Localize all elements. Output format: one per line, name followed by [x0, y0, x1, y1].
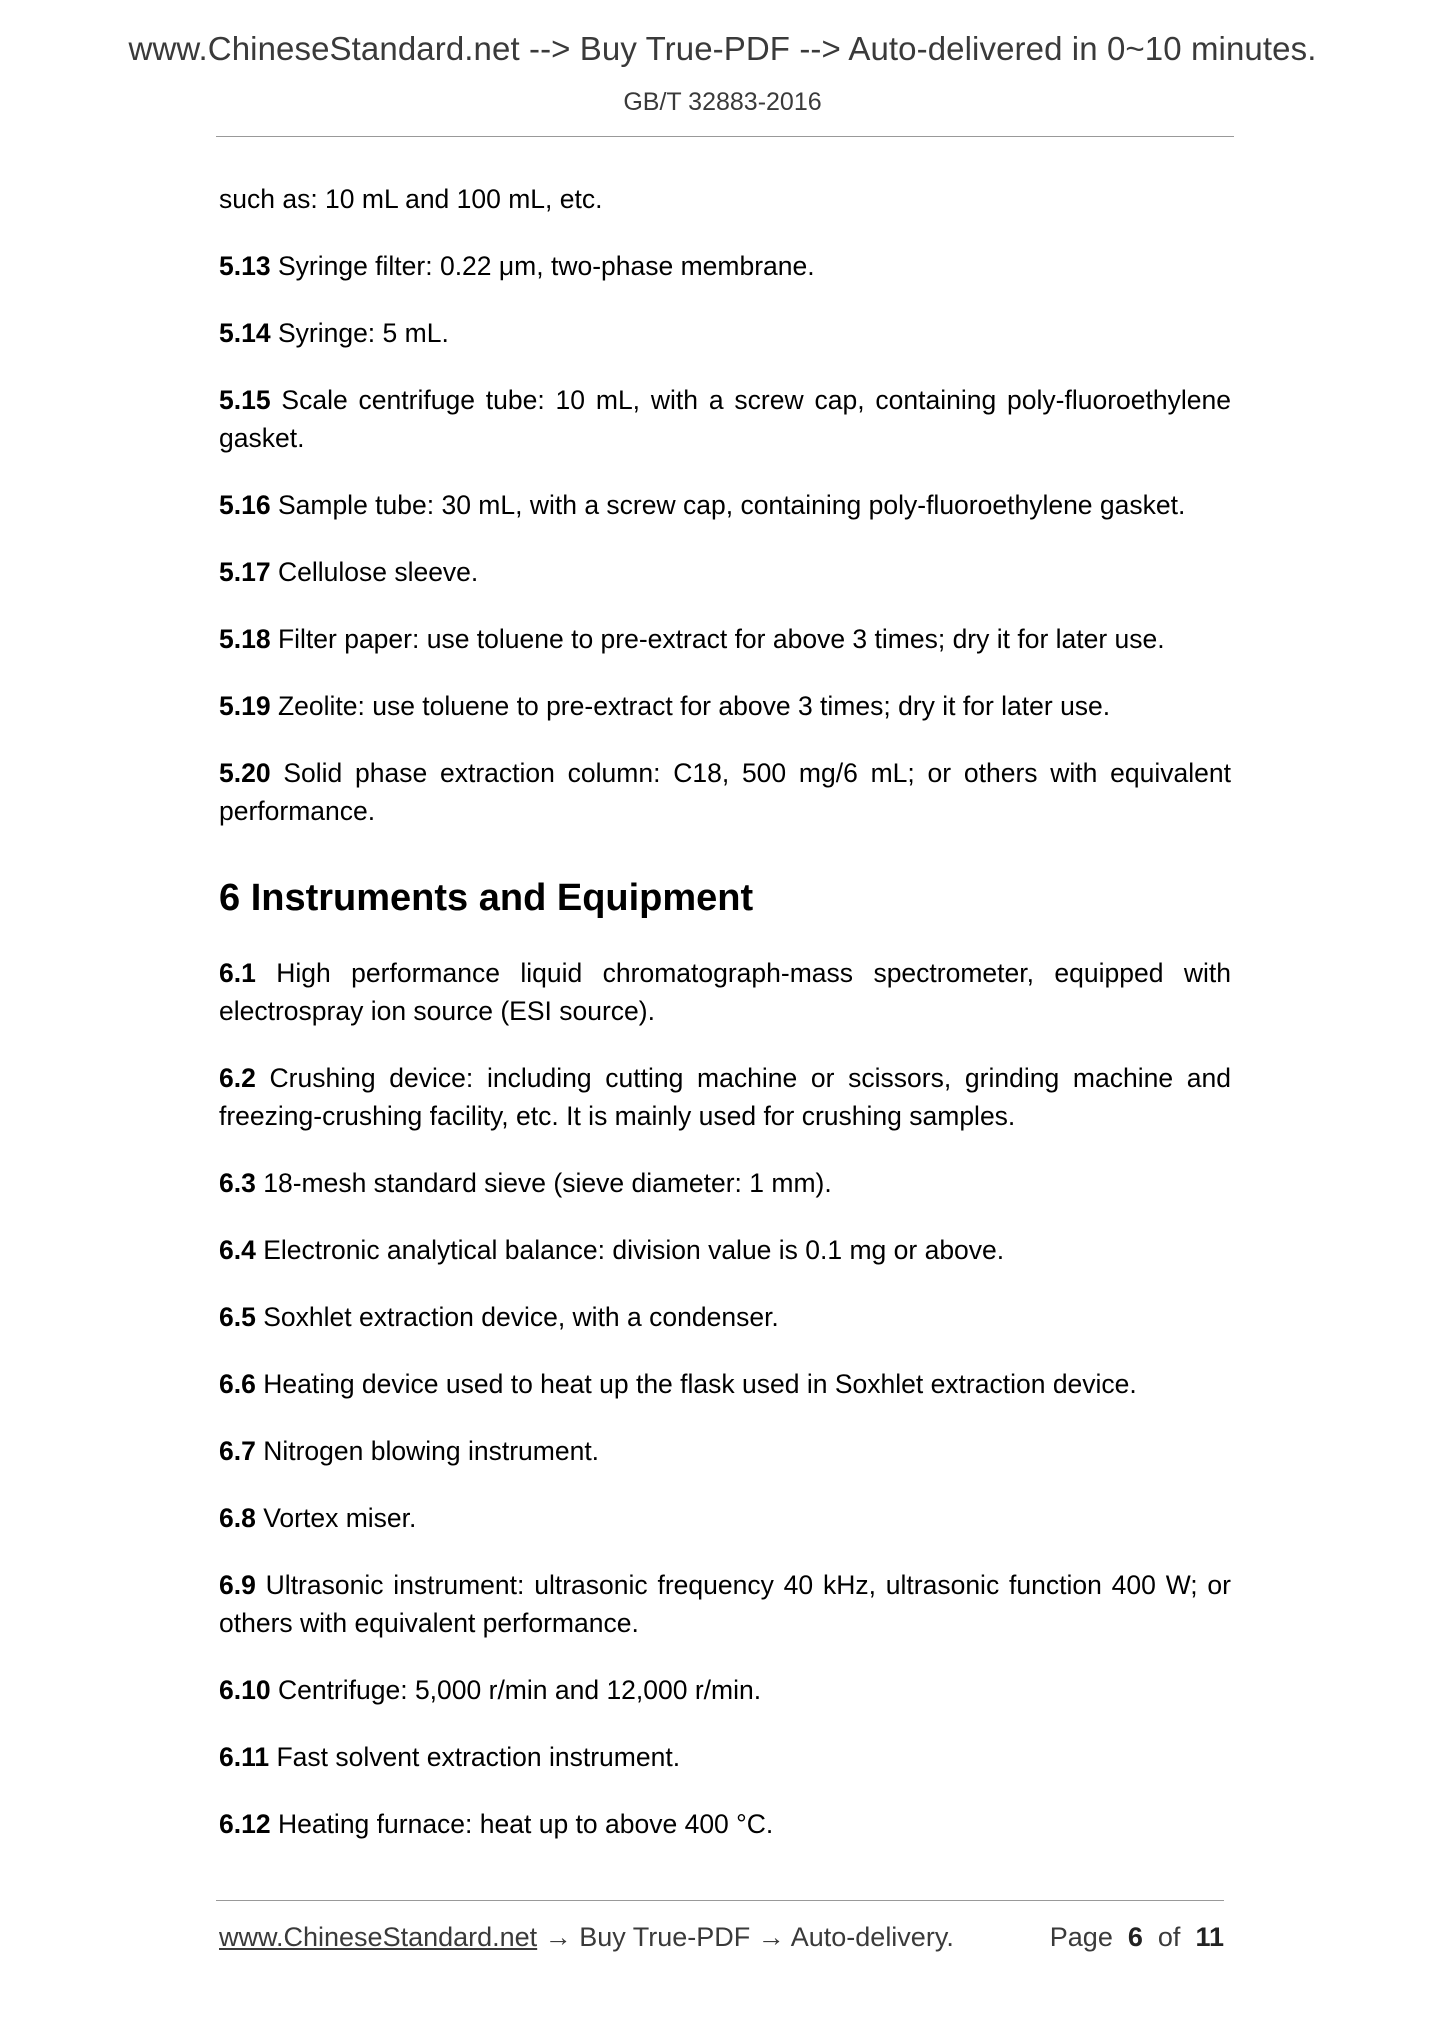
- clause-number: 6.4: [219, 1235, 256, 1265]
- clause-item: [219, 1231, 1231, 1269]
- clause-text: 18-mesh standard sieve (sieve diameter: 1 mm).: [263, 1168, 832, 1198]
- clause-text: Ultrasonic instrument: ultrasonic frequency 40 kHz, ultrasonic function 400 W; or others with equivalent performance.: [219, 1570, 1231, 1638]
- clause-text: Scale centrifuge tube: 10 mL, with a screw cap, containing poly-fluoroethylene gasket.: [219, 385, 1231, 453]
- clause-item: [219, 954, 1231, 1030]
- document-number: GB/T 32883-2016: [623, 88, 822, 116]
- clause-text: Crushing device: including cutting machine or scissors, grinding machine and freezing-crushing facility, etc. It is mainly used for crushing samples.: [219, 1063, 1231, 1131]
- clause-item: [219, 1499, 1231, 1537]
- clause-number: 5.20: [219, 758, 271, 788]
- clause-text: Heating furnace: heat up to above 400 °C.: [277, 1809, 774, 1839]
- clause-item: [219, 1566, 1231, 1642]
- continuation-text: such as: 10 mL and 100 mL, etc.: [219, 184, 603, 214]
- clause-number: 6.12: [219, 1809, 271, 1839]
- clause-text: Syringe: 5 mL.: [277, 318, 449, 348]
- clause-item: [219, 1432, 1231, 1470]
- clause-item: [219, 247, 1231, 285]
- clause-text: Centrifuge: 5,000 r/min and 12,000 r/min.: [277, 1675, 762, 1705]
- section-heading: 6 Instruments and Equipment: [219, 877, 754, 919]
- clause-text: Solid phase extraction column: C18, 500 mg/6 mL; or others with equivalent performance.: [219, 758, 1231, 826]
- clause-item: [219, 687, 1231, 725]
- clause-item: [219, 1164, 1231, 1202]
- clause-text: Fast solvent extraction instrument.: [276, 1742, 681, 1772]
- clause-item: [219, 754, 1231, 830]
- footer-divider: [216, 1900, 1224, 1901]
- clause-number: 5.13: [219, 251, 271, 281]
- clause-number: 5.16: [219, 490, 271, 520]
- clause-number: 6.10: [219, 1675, 271, 1705]
- clause-number: 5.14: [219, 318, 271, 348]
- clause-number: 5.19: [219, 691, 271, 721]
- page-total: 11: [1195, 1922, 1224, 1952]
- clause-number: 6.9: [219, 1570, 256, 1600]
- clause-item: [219, 314, 1231, 352]
- header-divider: [216, 136, 1234, 137]
- clause-number: 6.11: [219, 1742, 270, 1772]
- footer-left: [219, 1922, 954, 1953]
- clause-number: 6.2: [219, 1063, 256, 1093]
- clause-item: [219, 1805, 1231, 1843]
- clause-text: Sample tube: 30 mL, with a screw cap, containing poly-fluoroethylene gasket.: [277, 490, 1186, 520]
- clause-number: 5.15: [219, 385, 271, 415]
- page-footer: [219, 1922, 1224, 1962]
- clause-text: Electronic analytical balance: division value is 0.1 mg or above.: [263, 1235, 1005, 1265]
- clause-item: [219, 486, 1231, 524]
- clause-text: Filter paper: use toluene to pre-extract for above 3 times; dry it for later use.: [277, 624, 1165, 654]
- clause-item: [219, 1365, 1231, 1403]
- clause-item: [219, 1298, 1231, 1336]
- footer-website-link[interactable]: www.ChineseStandard.net: [219, 1922, 538, 1952]
- clause-number: 6.7: [219, 1436, 256, 1466]
- clause-text: Vortex miser.: [263, 1503, 417, 1533]
- clause-item: [219, 620, 1231, 658]
- clause-number: 5.17: [219, 557, 271, 587]
- clause-text: Syringe filter: 0.22 μm, two-phase membrane.: [277, 251, 815, 281]
- footer-tagline: → Buy True-PDF → Auto-delivery.: [537, 1922, 954, 1952]
- page-current: 6: [1127, 1922, 1143, 1952]
- header-banner: www.ChineseStandard.net --> Buy True-PDF --> Auto-delivered in 0~10 minutes.: [128, 30, 1317, 67]
- clause-number: 6.3: [219, 1168, 256, 1198]
- document-body: [219, 180, 1231, 1872]
- clause-number: 6.6: [219, 1369, 256, 1399]
- clause-text: High performance liquid chromatograph-mass spectrometer, equipped with electrospray ion source (ESI source).: [219, 958, 1231, 1026]
- clause-text: Soxhlet extraction device, with a condenser.: [263, 1302, 779, 1332]
- page-indicator: [1050, 1922, 1224, 1953]
- clause-number: 6.8: [219, 1503, 256, 1533]
- clause-number: 6.1: [219, 958, 256, 988]
- clause-number: 6.5: [219, 1302, 256, 1332]
- clause-text: Heating device used to heat up the flask used in Soxhlet extraction device.: [263, 1369, 1137, 1399]
- page-label: Page: [1049, 1922, 1113, 1952]
- page-of: of: [1157, 1922, 1181, 1952]
- clause-text: Zeolite: use toluene to pre-extract for above 3 times; dry it for later use.: [277, 691, 1111, 721]
- clause-text: Cellulose sleeve.: [277, 557, 479, 587]
- clause-text: Nitrogen blowing instrument.: [263, 1436, 600, 1466]
- clause-item: [219, 1671, 1231, 1709]
- clause-number: 5.18: [219, 624, 271, 654]
- instruments-list: [219, 954, 1231, 1843]
- clause-item: [219, 1738, 1231, 1776]
- clause-item: [219, 381, 1231, 457]
- reagents-list: [219, 247, 1231, 830]
- clause-item: [219, 553, 1231, 591]
- clause-item: [219, 1059, 1231, 1135]
